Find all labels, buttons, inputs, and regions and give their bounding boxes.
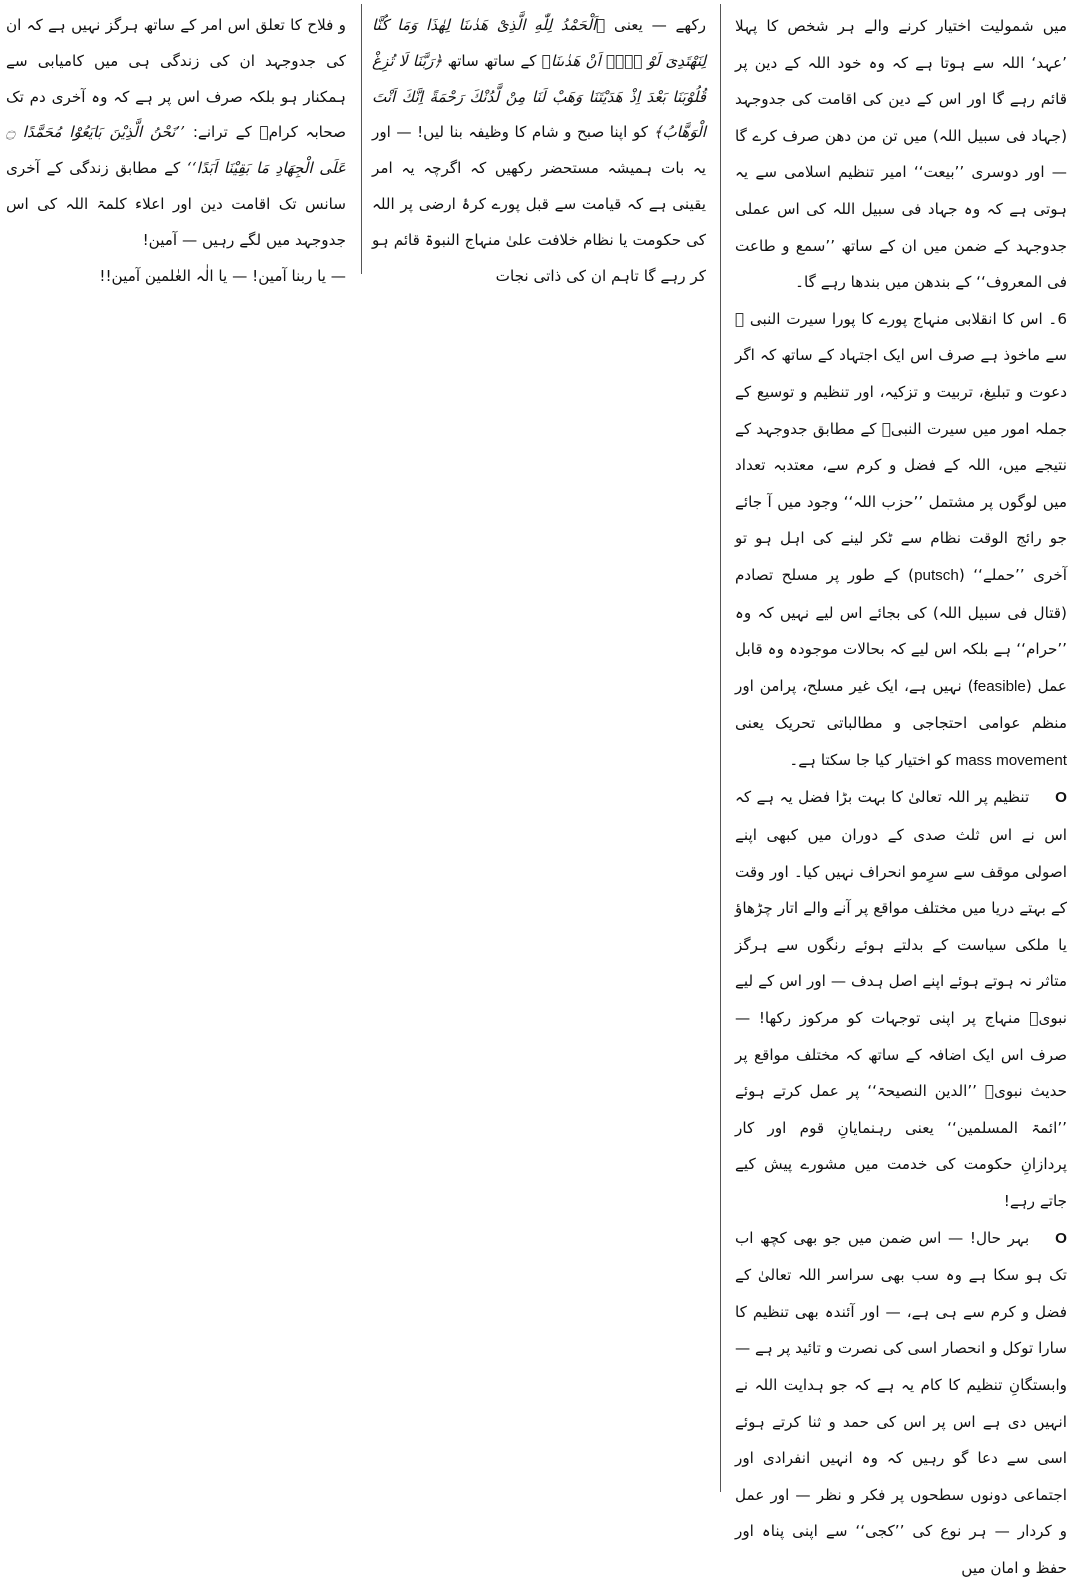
paragraph-left [6,8,346,259]
left-text-1: و فلاح کا تعلق اس امر کے ساتھ ہرگز نہیں ہے کہ ان کی جدوجہد ان کی زندگی ہی میں کامیابی سے ہمکنار ہو بلکہ صرف اس پر ہے کہ وہ آخری دم تک صحابہ کرامؓ کے ترانے: [6,16,347,142]
paragraph-bullet-2 [735,1220,1067,1587]
term-putsch: putsch [914,566,959,584]
term-mass-movement: mass movement [955,751,1067,769]
sahaba-anthem: ’’نَحْنُ الَّذِیْنَ بَایَعُوْا مُحَمَّدًا ۝ عَلَی الْجِهَادِ مَا بَقِیْنَا اَبَدًا‘‘ [6,123,346,178]
bullet-marker: O [1055,1229,1067,1247]
middle-text-3: کو اپنا صبح و شام کا وظیفہ بنا لیں! — اور یہ بات ہمیشہ مستحضر رکھیں کہ اگرچہ یہ امر یقینی ہے کہ قیامت سے قبل پورے کرۂ ارضی پر اللہ کی حکومت یا نظام خلافت علیٰ منہاج النبوۃ قائم ہو کر رہے گا تاہم ان کی ذاتی نجات [372,123,706,285]
column-divider-left [361,4,362,274]
point-6-text-a: 6۔ اس کا انقلابی منہاج پورے کا پورا سیرت النبی ﷺ سے ماخوذ ہے صرف اس ایک اجتہاد کے ساتھ کہ اگر دعوت و تبلیغ، تربیت و تزکیہ، اور تنظیم و توسیع کے جملہ امور میں سیرت النبیؐ کے مطابق جدوجہد کے نتیجے میں، اللہ کے فضل و کرم سے، معتدبہ تعداد میں لوگوں پر مشتمل ’’حزب اللہ‘‘ وجود میں آ جائے جو رائج الوقت نظام سے ٹکر لینے کی اہل ہو تو آخری ’’حملے‘‘ ( [735,309,1067,584]
point-6-text-d: کو اختیار کیا جا سکتا ہے۔ [789,750,951,769]
point-6-text-b: ) کے طور پر مسلح تصادم (قتال فی سبیل اللہ) کی بجائے اس لیے نہیں کہ وہ ’’حرام‘‘ ہے بلکہ اس لیے کہ بحالات موجودہ وہ قابل عمل ( [735,565,1067,695]
column-left [6,8,346,294]
paragraph-point-6 [735,301,1067,780]
bullet-2-text: بہر حال! — اس ضمن میں جو بھی کچھ اب تک ہو سکا ہے وہ سب بھی سراسر اللہ تعالیٰ کے فضل و کرم سے ہی ہے، — اور آئندہ بھی تنظیم کا سارا توکل و انحصار اسی کی نصرت و تائید پر ہے — وابستگانِ تنظیم کا کام یہ ہے کہ جو ہدایت اللہ نے انہیں دی ہے اس پر اس کی حمد و ثنا کرتے ہوئے اسی سے دعا گو رہیں کہ وہ انہیں انفرادی اور اجتماعی دونوں سطحوں پر فکر و نظر — اور عمل و کردار — ہر نوع کی ’’کجی‘‘ سے اپنی پناہ اور حفظ و امان میں [735,1228,1067,1577]
quran-verse-2: ﴿رَبَّنَا لَا تُزِغْ قُلُوْبَنَا بَعْدَ اِذْ هَدَیْتَنَا وَهَبْ لَنَا مِنْ لَّدُنْكَ رَحْمَةً اِنَّكَ اَنْتَ الْوَهَّابُ﴾ [372,51,707,142]
column-divider-right [720,4,721,1492]
paragraph-middle [372,8,706,294]
paragraph-bullet-1 [735,779,1067,1219]
closing-prayer: — یا ربنا آمین! — یا الٰہ العٰلمین آمین!! [99,266,346,285]
column-right [735,8,1067,1577]
middle-text-2: کے ساتھ ساتھ [447,51,537,70]
column-middle [372,8,706,294]
point-6-text-c: ) نہیں ہے، ایک غیر مسلح، پرامن اور منظم عوامی احتجاجی و مطالباتی تحریک یعنی [735,676,1067,733]
paragraph-oath: میں شمولیت اختیار کرنے والے ہر شخص کا پہلا ’عہد‘ اللہ سے ہوتا ہے کہ وہ خود اللہ کے دین پر قائم رہے گا اور اس کے دین کی اقامت کی جدوجہد (جہاد فی سبیل اللہ) میں تن من دھن صرف کرے گا — اور دوسری ’’بیعت‘‘ امیر تنظیم اسلامی سے یہ ہوتی ہے کہ وہ جہاد فی سبیل اللہ کی اس عملی جدوجہد کے ضمن میں ان کے ساتھ ’’سمع و طاعت فی المعروف‘‘ کے بندھن میں بندھا رہے گا۔ [735,17,1067,292]
term-feasible: feasible [973,677,1026,695]
middle-text-1: رکھے — یعنی [614,16,706,34]
quran-verse-1: ﴿اَلْحَمْدُ لِلّٰهِ الَّذِیْ هَدٰىنَا لِهٰذَا وَمَا كُنَّا لِنَهْتَدِیَ لَوْ لَاۤ اَنْ هَدٰىنَا﴾ [372,16,706,70]
left-text-2: کے مطابق زندگی کے آخری سانس تک اقامت دین اور اعلاء کلمۃ اللہ کی اس جدوجہد میں لگے رہیں — آمین! [6,159,346,249]
bullet-1-text: تنظیم پر اللہ تعالیٰ کا بہت بڑا فضل یہ ہے کہ اس نے اس ثلث صدی کے دوران میں کبھی اپنے اصولی موقف سے سرِمو انحراف نہیں کیا۔ اور وقت کے بہتے دریا میں مختلف مواقع پر آنے والے اتار چڑھاؤ یا ملکی سیاست کے بدلتے ہوئے رنگوں سے ہرگز متاثر نہ ہوتے ہوئے اپنے اصل ہدف — اور اس کے لیے نبویؐ منہاج پر اپنی توجہات کو مرکوز رکھا! — صرف اس ایک اضافہ کے ساتھ کہ مختلف مواقع پر حدیث نبویؐ ’’الدین النصیحۃ‘‘ پر عمل کرتے ہوئے ’’ائمۃ المسلمین‘‘ یعنی رہنمایانِ قوم اور کار پردازانِ حکومت کی خدمت میں مشورے پیش کیے جاتے رہے! [735,788,1067,1210]
bullet-marker: O [1055,789,1067,807]
